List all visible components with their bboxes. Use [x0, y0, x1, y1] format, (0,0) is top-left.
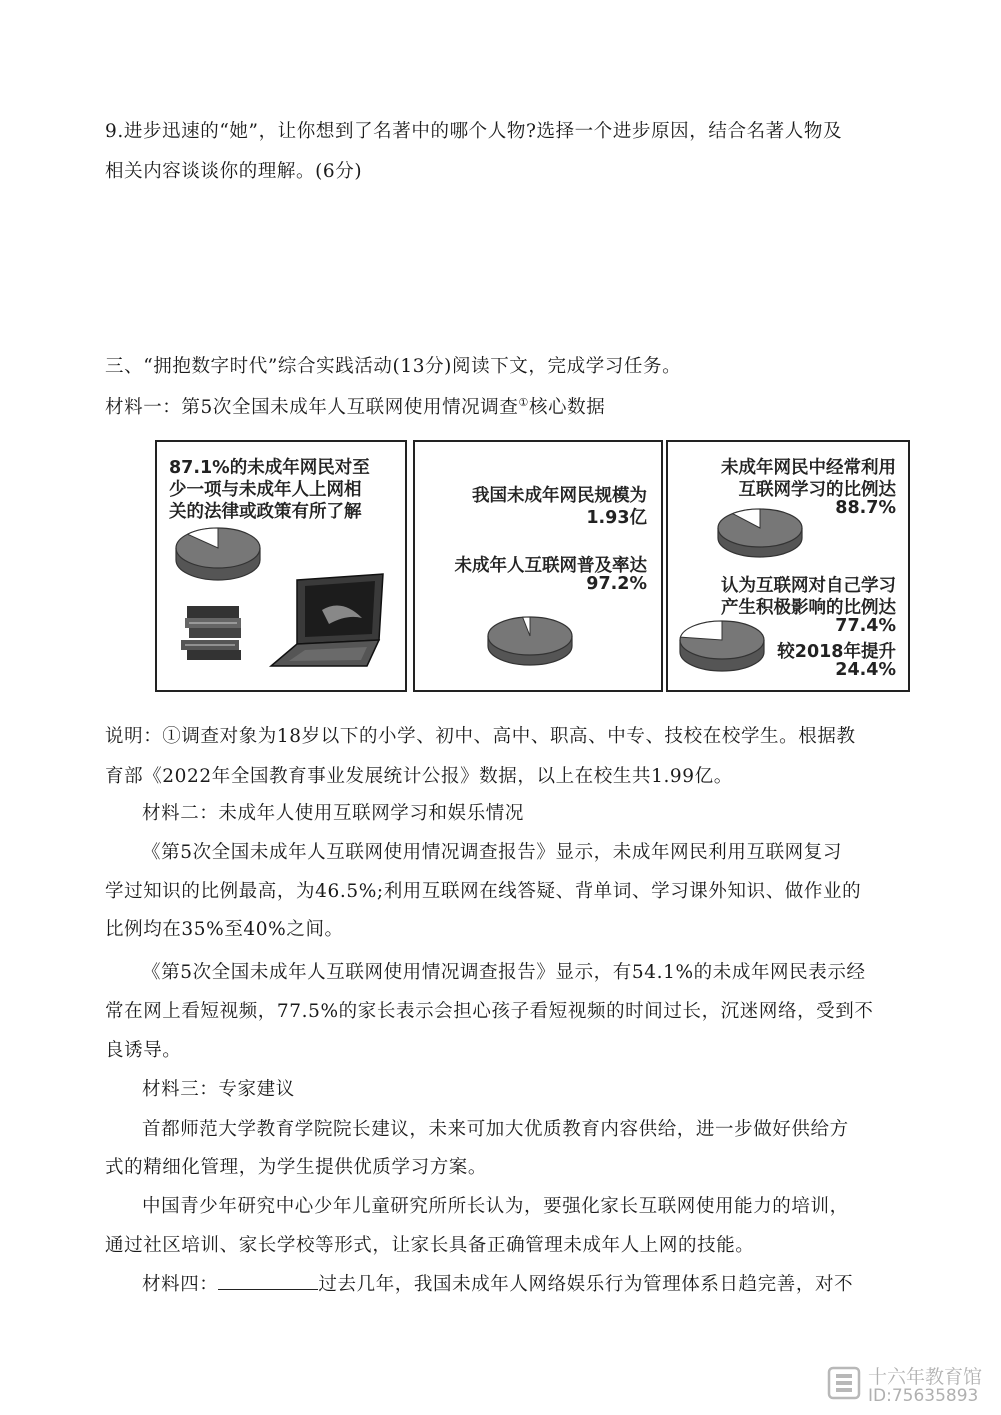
material-3-p2-line1: 中国青少年研究中心少年儿童研究所所长认为，要强化家长互联网使用能力的培训，: [142, 1196, 849, 1217]
laptop-icon: [267, 570, 392, 670]
material-3-p1-line1: 首都师范大学教育学院院长建议，未来可加大优质教育内容供给，进一步做好供给方: [142, 1119, 849, 1140]
panel-middle-text-b2: 97.2%: [586, 574, 647, 594]
material-2-p2-line3: 良诱导。: [105, 1040, 182, 1061]
infographic-panel-middle: [413, 440, 663, 692]
panel-left-text-3: 关的法律或政策有所了解: [169, 502, 362, 522]
panel-left-text-2: 少一项与未成年人上网相: [169, 480, 362, 500]
footnote-marker: ①: [518, 395, 529, 409]
pie-chart-right-2: [676, 618, 768, 676]
books-icon: [179, 602, 251, 664]
pie-right-2-slice: [680, 621, 722, 640]
watermark-id: ID:75635893: [868, 1386, 979, 1406]
panel-right-text-a3: 88.7%: [835, 498, 896, 518]
material-2-p1-line3: 比例均在35%至40%之间。: [105, 919, 344, 940]
panel-right-text-b2: 产生积极影响的比例达: [721, 598, 896, 618]
section-3-title: 三、“拥抱数字时代”综合实践活动(13分)阅读下文，完成学习任务。: [105, 356, 682, 377]
note-line1: 说明：①调查对象为18岁以下的小学、初中、高中、职高、中专、技校在校学生。根据教: [105, 726, 856, 747]
pie-chart-right-1: [714, 506, 806, 562]
watermark-logo-icon: [826, 1365, 862, 1401]
question-9-line1: 9.进步迅速的“她”，让你想到了名著中的哪个人物?选择一个进步原因，结合名著人物及: [105, 121, 843, 142]
infographic-panel-right: [666, 440, 910, 692]
panel-middle-text-a2: 1.93亿: [586, 508, 647, 528]
panel-right-text-a1: 未成年网民中经常利用: [721, 458, 896, 478]
material-2-p1-line1: 《第5次全国未成年人互联网使用情况调查报告》显示，未成年网民利用互联网复习: [142, 842, 842, 863]
material-3-p2-line2: 通过社区培训、家长学校等形式，让家长具备正确管理未成年人上网的技能。: [105, 1235, 755, 1256]
material-3-title: 材料三：专家建议: [142, 1079, 295, 1100]
material-2-p1-line2: 学过知识的比例最高，为46.5%;利用互联网在线答疑、背单词、学习课外知识、做作业的: [105, 881, 862, 902]
material-3-p1-line2: 式的精细化管理，为学生提供优质学习方案。: [105, 1157, 488, 1178]
panel-right-text-a2: 互联网学习的比例达: [738, 480, 896, 500]
panel-right-text-b1: 认为互联网对自己学习: [721, 576, 896, 596]
material-4-label: 材料四：: [142, 1274, 219, 1295]
pie-chart-left: [173, 524, 263, 586]
panel-middle-text-a1: 我国未成年网民规模为: [472, 486, 647, 506]
panel-right-text-b4: 较2018年提升: [777, 642, 896, 662]
question-9-line2: 相关内容谈谈你的理解。(6分): [105, 161, 363, 182]
material-1-title-text: 材料一：第5次全国未成年人互联网使用情况调查: [105, 397, 519, 418]
watermark-name: 十六年教育馆: [868, 1366, 983, 1388]
infographic-panel-left: [155, 440, 407, 692]
material-2-title: 材料二：未成年人使用互联网学习和娱乐情况: [142, 803, 525, 824]
material-1-title-suffix: 核心数据: [528, 397, 606, 418]
material-2-p2-line2: 常在网上看短视频，77.5%的家长表示会担心孩子看短视频的时间过长，沉迷网络，受到不: [105, 1001, 874, 1022]
panel-right-text-b5: 24.4%: [835, 660, 896, 680]
material-2-p2-line1: 《第5次全国未成年人互联网使用情况调查报告》显示，有54.1%的未成年网民表示经: [142, 962, 866, 983]
answer-blank[interactable]: [218, 1271, 318, 1290]
material-4-line: [142, 1270, 853, 1296]
panel-left-text-1: 87.1%的未成年网民对至: [169, 458, 370, 478]
material-1-title: [105, 393, 605, 419]
note-line2: 育部《2022年全国教育事业发展统计公报》数据，以上在校生共1.99亿。: [105, 766, 733, 787]
pie-chart-middle: [485, 614, 575, 670]
panel-middle-text-b1: 未成年人互联网普及率达: [454, 556, 647, 576]
material-4-text: 过去几年，我国未成年人网络娱乐行为管理体系日趋完善，对不: [318, 1274, 854, 1295]
panel-right-text-b3: 77.4%: [835, 616, 896, 636]
